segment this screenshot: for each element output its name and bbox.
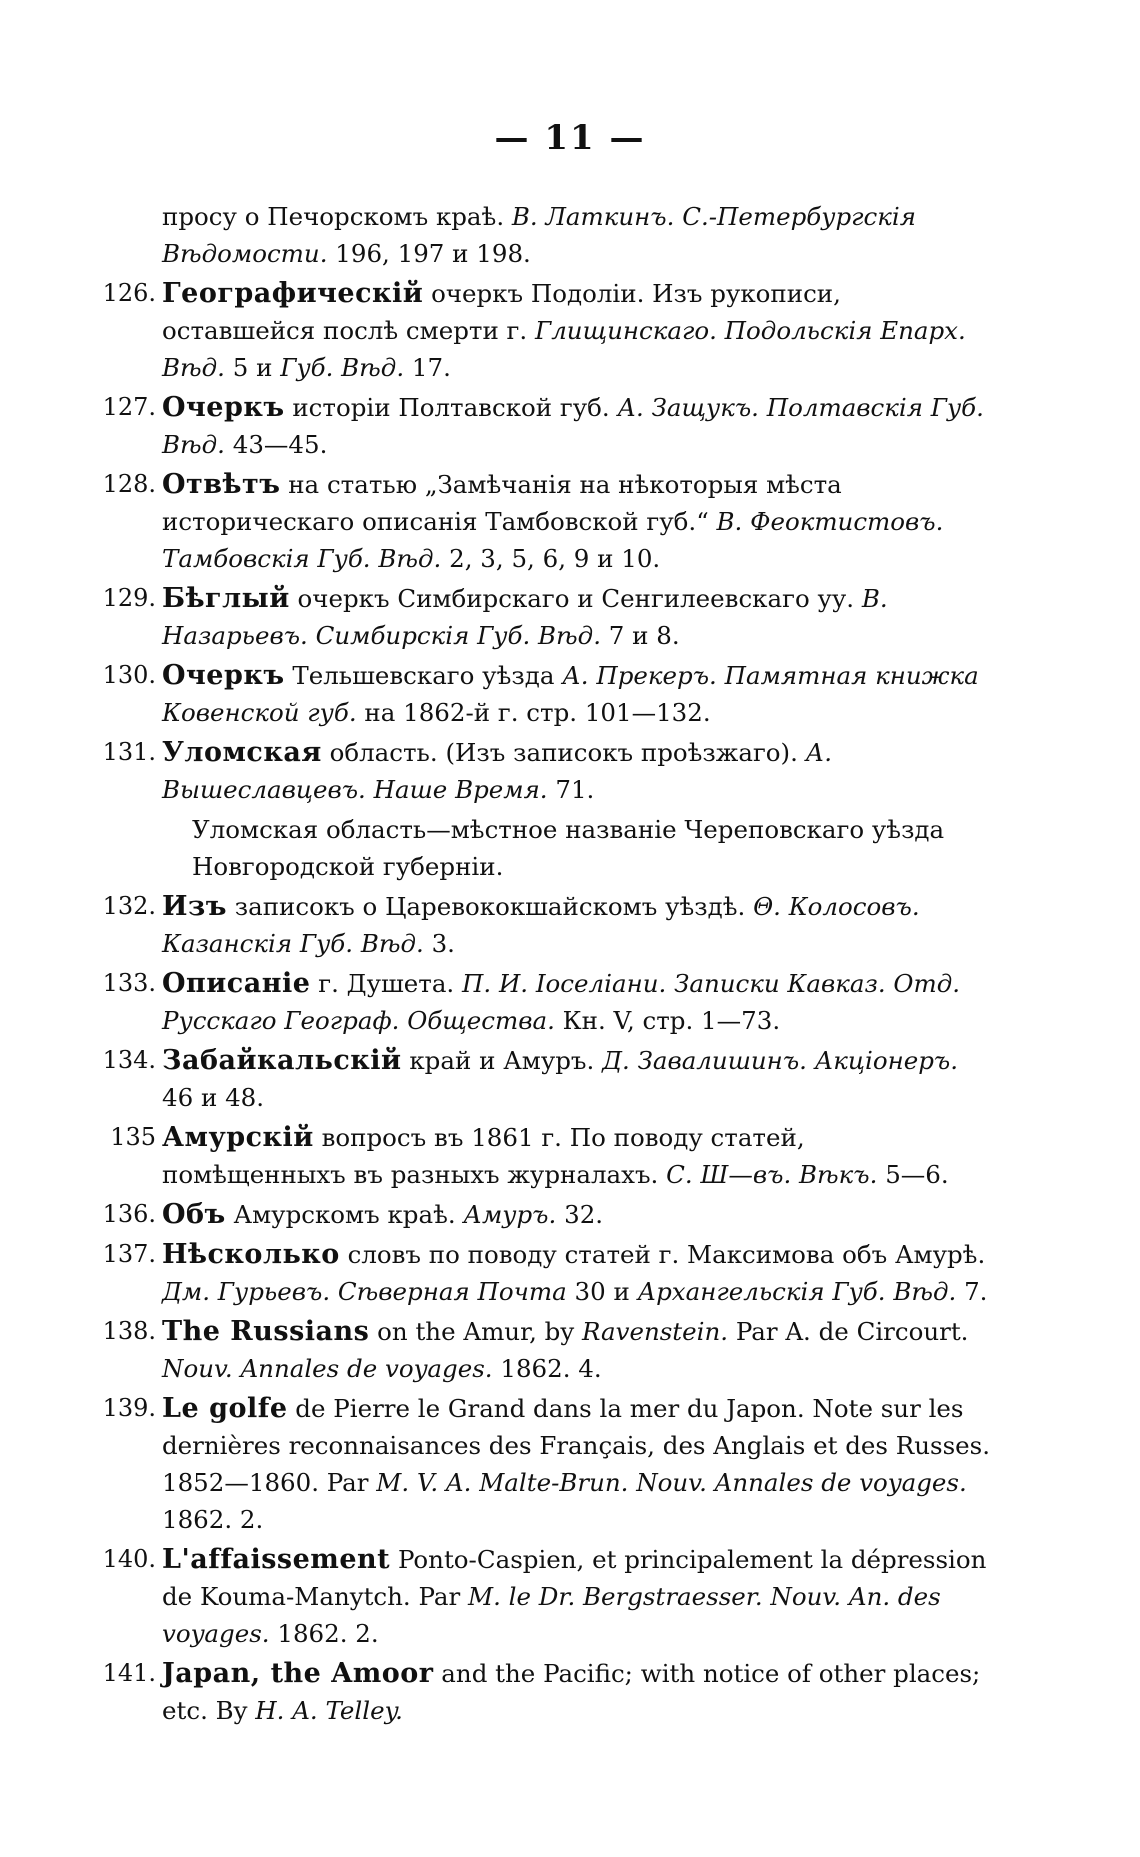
bibliography-entry	[90, 1196, 995, 1233]
entry-text: 7 и 8.	[600, 621, 680, 650]
entry-number: 138.	[102, 1317, 156, 1345]
entry-text: исторіи Полтавской губ.	[284, 393, 618, 422]
entry-number: 127.	[102, 393, 156, 421]
entry-text: просу о Печорскомъ краѣ.	[162, 202, 512, 231]
bibliography-entry	[90, 734, 995, 808]
bibliography-list	[90, 198, 995, 1732]
entry-number: 126.	[102, 279, 156, 307]
entry-text: 3.	[423, 929, 455, 958]
entry-number: 133.	[102, 969, 156, 997]
entry-text: словъ по поводу статей г. Максимова объ Амурѣ.	[339, 1240, 986, 1269]
entry-number: 137.	[102, 1240, 156, 1268]
entry-source: M. le Dr. Bergstraesser. Nouv. An. des voyages.	[162, 1582, 941, 1648]
entry-lead-word: Изъ	[162, 891, 227, 922]
entry-lead-word: Бѣглый	[162, 583, 290, 614]
entry-text: 196, 197 и 198.	[327, 239, 531, 268]
entry-source: В. Назарьевъ. Симбирскія Губ. Вѣд.	[162, 584, 888, 650]
bibliography-entry	[90, 1119, 995, 1193]
bibliography-entry	[90, 657, 995, 731]
entry-text: область. (Изъ записокъ проѣзжаго).	[321, 738, 806, 767]
entry-text: Ponto-Caspien, et principalement la dépression de Kouma-Manytch. Par	[162, 1545, 987, 1611]
bibliography-entry	[90, 965, 995, 1039]
entry-source: А. Защукъ. Полтавскія Губ. Вѣд.	[162, 393, 984, 459]
entry-lead-word: Амурскій	[162, 1122, 314, 1153]
entry-number: 135	[110, 1123, 156, 1151]
entry-lead-word: Уломская	[162, 737, 322, 768]
entry-number: 128.	[102, 470, 156, 498]
entry-source: Nouv. Annales de voyages.	[162, 1354, 493, 1383]
entry-text: 7.	[956, 1277, 988, 1306]
entry-source: Архангельскія Губ. Вѣд.	[637, 1277, 957, 1306]
entry-text: 2, 3, 5, 6, 9 и 10.	[441, 544, 661, 573]
entry-source: А. Прекеръ. Памятная книжка Ковенской губ.	[162, 661, 979, 727]
entry-text: Par A. de Circourt.	[728, 1317, 969, 1346]
bibliography-entry	[90, 580, 995, 654]
entry-text: на статью „Замѣчанія на нѣкоторыя мѣста историческаго описанія Тамбовской губ.“	[162, 470, 842, 536]
entry-text: г. Душета.	[310, 969, 462, 998]
entry-note: Уломская область—мѣстное названіе Череповскаго уѣзда Новгородской губерніи.	[192, 815, 945, 881]
bibliography-entry	[90, 1541, 995, 1652]
entry-source: В. Феоктистовъ. Тамбовскія Губ. Вѣд.	[162, 507, 944, 573]
bibliography-entry	[90, 1313, 995, 1387]
entry-text: 5—6.	[877, 1160, 949, 1189]
entry-source: H. A. Telley.	[255, 1696, 403, 1725]
entry-lead-word: Очеркъ	[162, 392, 285, 423]
entry-text: 5 и	[224, 353, 281, 382]
entry-text: 1862. 2.	[269, 1619, 379, 1648]
bibliography-entry	[90, 1390, 995, 1538]
entry-number: 132.	[102, 892, 156, 920]
bibliography-entry	[90, 275, 995, 386]
entry-number: 134.	[102, 1046, 156, 1074]
entry-source: Ravenstein.	[582, 1317, 729, 1346]
entry-number: 131.	[102, 738, 156, 766]
bibliography-entry	[90, 1236, 995, 1310]
entry-lead-word: L'affaissement	[162, 1544, 391, 1575]
entry-lead-word: The Russians	[162, 1316, 370, 1347]
entry-lead-word: Нѣсколько	[162, 1239, 340, 1270]
bibliography-entry	[90, 888, 995, 962]
entry-text: 32.	[556, 1200, 604, 1229]
entry-source: Губ. Вѣд.	[280, 353, 405, 382]
entry-text: 1862. 4.	[492, 1354, 602, 1383]
entry-text: Амурскомъ краѣ.	[225, 1200, 464, 1229]
entry-text: край и Амуръ.	[401, 1046, 603, 1075]
entry-text: de Pierre le Grand dans la mer du Japon. Note sur les dernières reconnaisances des Français, des Anglais et des Russes. 1852—1860. Par	[162, 1394, 990, 1497]
entry-text: 71.	[547, 775, 595, 804]
entry-text: on the Amur, by	[369, 1317, 582, 1346]
entry-number: 141.	[102, 1659, 156, 1687]
entry-text: Тельшевскаго уѣзда	[284, 661, 563, 690]
entry-lead-word: Географическій	[162, 278, 424, 309]
entry-lead-word: Объ	[162, 1199, 226, 1230]
entry-text: на 1862-й г. стр. 101—132.	[356, 698, 711, 727]
entry-source: Амуръ.	[463, 1200, 557, 1229]
entry-number: 129.	[102, 584, 156, 612]
entry-text: записокъ о Царевококшайскомъ уѣздѣ.	[226, 892, 754, 921]
entry-number: 136.	[102, 1200, 156, 1228]
entry-lead-word: Le golfe	[162, 1393, 288, 1424]
entry-text: 1862. 2.	[162, 1505, 264, 1534]
entry-text: очеркъ Симбирскаго и Сенгилеевскаго уу.	[289, 584, 862, 613]
entry-text: Кн. V, стр. 1—73.	[554, 1006, 781, 1035]
entry-source: Д. Завалишинъ. Акціонеръ.	[602, 1046, 959, 1075]
bibliography-entry	[90, 389, 995, 463]
entry-lead-word: Отвѣтъ	[162, 469, 281, 500]
entry-text: 43—45.	[224, 430, 328, 459]
entry-number: 139.	[102, 1394, 156, 1422]
entry-source: Глищинскаго. Подольскія Епарх. Вѣд.	[162, 316, 966, 382]
entry-source: С. Ш—въ. Вѣкъ.	[666, 1160, 878, 1189]
entry-source: Θ. Колосовъ. Казанскія Губ. Вѣд.	[162, 892, 920, 958]
entry-text: 30 и	[566, 1277, 638, 1306]
entry-number: 130.	[102, 661, 156, 689]
entry-source: M. V. A. Malte-Brun. Nouv. Annales de voyages.	[376, 1468, 967, 1497]
entry-lead-word: Japan, the Amoor	[162, 1658, 434, 1689]
page-number: — 11 —	[494, 118, 646, 158]
bibliography-entry	[90, 198, 995, 272]
entry-text: 17.	[404, 353, 451, 382]
entry-lead-word: Забайкальскій	[162, 1045, 402, 1076]
bibliography-entry	[90, 1655, 995, 1729]
entry-lead-word: Описаніе	[162, 968, 311, 999]
bibliography-entry	[90, 1042, 995, 1116]
entry-text: 46 и 48.	[162, 1083, 265, 1112]
entry-text: and the Pacific; with notice of other places; etc. By	[162, 1659, 981, 1725]
entry-source: А. Вышеславцевъ. Наше Время.	[162, 738, 833, 804]
entry-source: П. И. Іоселіани. Записки Кавказ. Отд. Русскаго Географ. Общества.	[162, 969, 961, 1035]
entry-source: В. Латкинъ. С.-Петербургскія Вѣдомости.	[162, 202, 916, 268]
entry-number: 140.	[102, 1545, 156, 1573]
entry-text: очеркъ Подоліи. Изъ рукописи, оставшейся послѣ смерти г.	[162, 279, 841, 345]
entry-lead-word: Очеркъ	[162, 660, 285, 691]
bibliography-entry	[90, 466, 995, 577]
entry-source: Дм. Гурьевъ. Сѣверная Почта	[162, 1277, 567, 1306]
entry-text: вопросъ въ 1861 г. По поводу статей, помѣщенныхъ въ разныхъ журналахъ.	[162, 1123, 805, 1189]
